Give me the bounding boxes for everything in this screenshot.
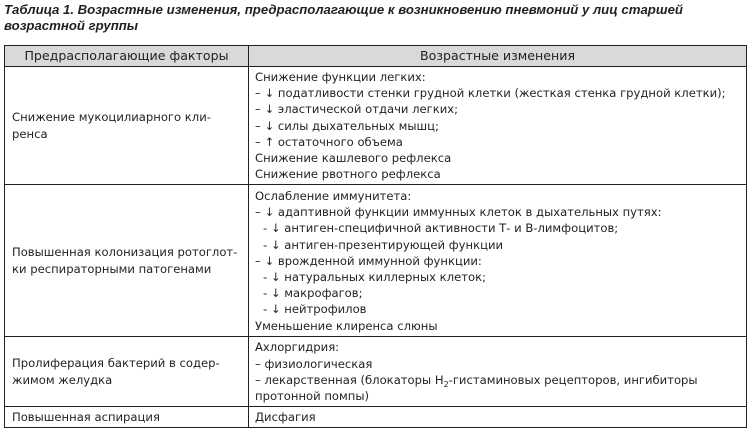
change-line: – ↓ эластической отдачи легких; (255, 102, 459, 117)
drug-text: -гистаминовых рецепторов, ингибиторы протонной помпы) (255, 372, 698, 404)
change-line: – ↓ адаптивной функции иммунных клеток в дыхательных путях: (255, 205, 662, 220)
change-line: Ахлоргидрия: (255, 340, 340, 355)
changes-cell (249, 67, 747, 185)
change-line: – ↓ врожденной иммунной функции: (255, 253, 482, 268)
caption-prefix: Таблица 1. (4, 2, 74, 17)
changes-cell (249, 407, 747, 428)
table-header-row (5, 46, 747, 67)
table-row (5, 185, 747, 337)
changes-cell (249, 185, 747, 337)
factor-cell: Повышенная аспирация (5, 407, 249, 428)
table-caption (4, 2, 746, 34)
change-line: - ↓ антиген-специфичной активности Т- и В-лимфоцитов; (263, 221, 619, 236)
change-line: – ↓ силы дыхательных мышц; (255, 118, 439, 133)
factor-cell (5, 185, 249, 337)
table-row (5, 67, 747, 185)
factor-line: жимом желудка (12, 372, 113, 387)
change-line: – физиологическая (255, 356, 373, 371)
factor-line: Повышенная колонизация ротоглот- (12, 244, 238, 259)
subscript-2: 2 (443, 379, 449, 389)
changes-cell (249, 337, 747, 407)
change-line: Ослабление иммунитета: (255, 189, 412, 203)
change-line: Снижение кашлевого рефлекса (255, 151, 452, 166)
change-line: - ↓ нейтрофилов (263, 302, 367, 317)
change-line: - ↓ макрофагов; (263, 286, 363, 301)
change-line (255, 372, 740, 404)
change-line: - ↓ натуральных киллерных клеток; (263, 270, 486, 285)
change-line: - ↓ антиген-презентирующей функции (263, 237, 504, 252)
factor-line: ренса (12, 126, 48, 141)
change-line: – ↓ податливости стенки грудной клетки (жесткая стенка грудной клетки); (255, 86, 726, 101)
factor-cell (5, 67, 249, 185)
header-changes: Возрастные изменения (249, 46, 747, 67)
change-line: Снижение функции легких: (255, 70, 426, 84)
change-line: – ↑ остаточного объема (255, 134, 403, 149)
change-line: Дисфагия (255, 410, 316, 425)
table-row (5, 407, 747, 428)
caption-text: Возрастные изменения, предрасполагающие к возникновению пневмоний у лиц старшей возрастной группы (4, 2, 683, 33)
header-factors: Предрасполагающие факторы (5, 46, 249, 67)
factor-line: Пролиферация бактерий в содер- (12, 355, 220, 370)
factor-cell (5, 337, 249, 407)
factor-line: ки респираторными патогенами (12, 261, 212, 276)
drug-text: – лекарственная (блокаторы H (255, 372, 444, 387)
change-line: Снижение рвотного рефлекса (255, 167, 441, 182)
age-changes-table (4, 45, 747, 428)
table-row (5, 337, 747, 407)
change-line: Уменьшение клиренса слюны (255, 318, 438, 333)
factor-line: Снижение мукоцилиарного кли- (12, 109, 211, 124)
